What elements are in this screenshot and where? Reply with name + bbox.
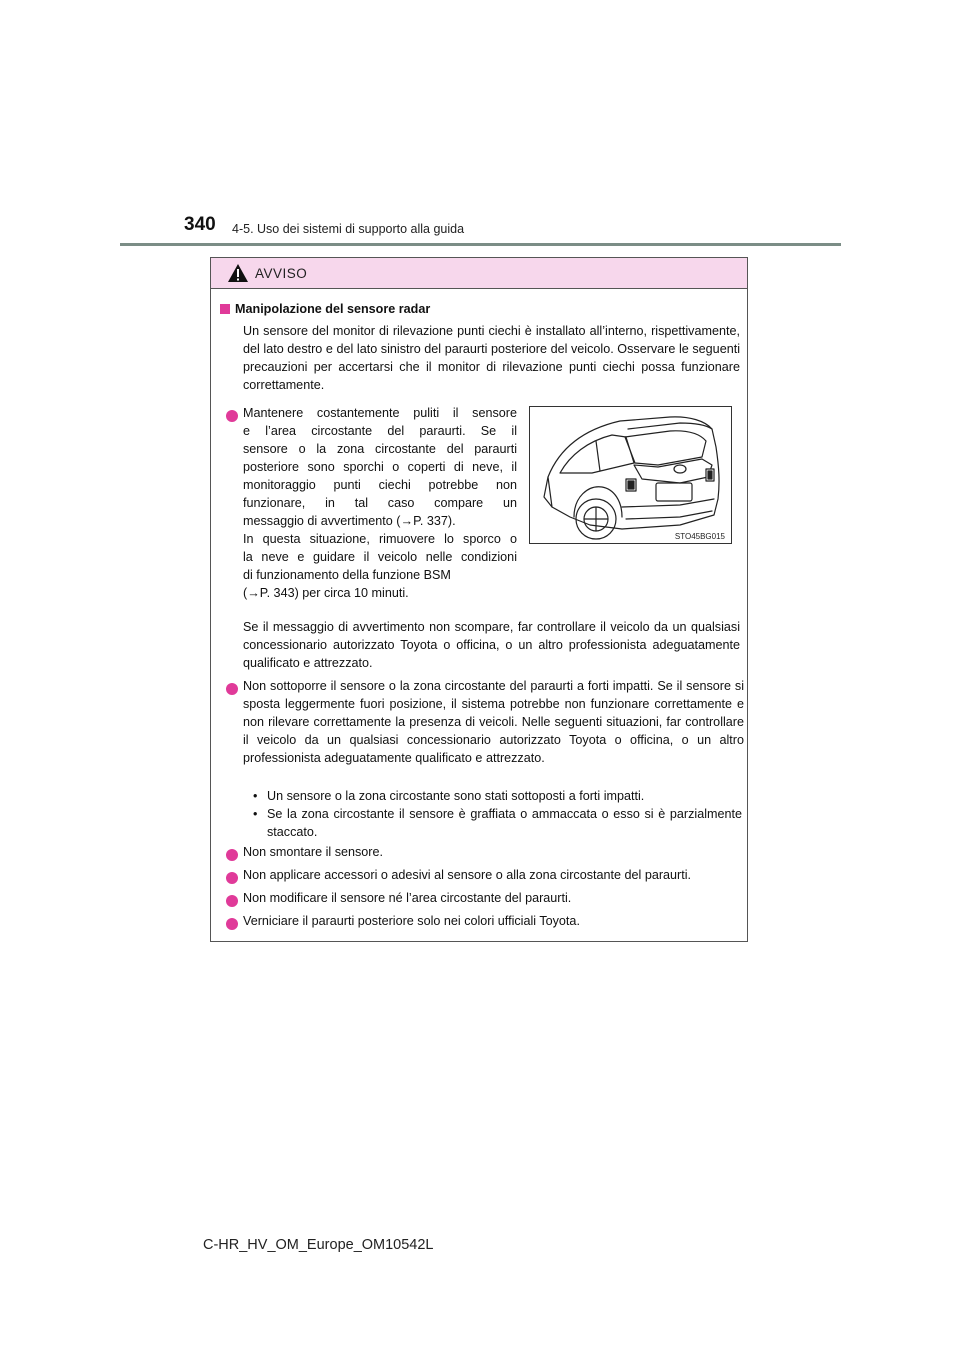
figure-code: STO45BG015 (674, 532, 725, 541)
bullet2-text: Non sottoporre il sensore o la zona circostante del paraurti a forti impatti. Se il sensore si sposta leggermente fuori posizione, il sistema potrebbe non funzionare correttamente e non rilevare correttamente la presenza di veicoli. Nelle seguenti situazioni, far controllare il veicolo da un qualsiasi concessionario autorizzato Toyota o officina, o un altro professionista adeguatamente qualificato e attrezzato. (243, 679, 744, 765)
warning-header (211, 258, 747, 289)
bullet6-text: Verniciare il paraurti posteriore solo nei colori ufficiali Toyota. (243, 914, 580, 928)
bullet1-line: monitoraggio punti ciechi potrebbe non (243, 478, 517, 492)
footer-code: C-HR_HV_OM_Europe_OM10542L (203, 1237, 434, 1253)
subheading-text: Manipolazione del sensore radar (235, 302, 431, 316)
bullet1-continuation: Se il messaggio di avvertimento non scompare, far controllare il veicolo da un qualsiasi concessionario autorizzato Toyota o officina, o un altro professionista adeguatamente qualificato e attrezzato. (243, 620, 740, 670)
bullet1-line: In questa situazione, rimuovere lo sporco o (243, 532, 517, 546)
car-rear-illustration (529, 406, 732, 544)
bullet1-line: e l’area circostante del paraurti. Se il (243, 424, 517, 438)
sub-bullet-dot: • (253, 789, 258, 803)
bullet-icon (226, 683, 238, 695)
bullet1-line: funzionare, in tal caso compare un (243, 496, 517, 510)
bullet-icon (226, 872, 238, 884)
sub-bullet-dot: • (253, 807, 258, 821)
bullet1-line: sensore o la zona circostante del paraurti (243, 442, 517, 456)
subheading (220, 300, 740, 318)
bullet-icon (226, 849, 238, 861)
bullet1-line: messaggio di avvertimento (→P. 337). (243, 514, 456, 528)
bullet1-lines (243, 404, 517, 602)
car-rear-drawing (530, 407, 731, 543)
bullet1-line: di funzionamento della funzione BSM (243, 568, 451, 582)
section-title: 4-5. Uso dei sistemi di supporto alla guida (232, 222, 465, 236)
page-number: 340 (184, 214, 216, 235)
bullet1-line: la neve e guidare il veicolo nelle condizioni (243, 550, 517, 564)
bullet4-text: Non applicare accessori o adesivi al sensore o alla zona circostante del paraurti. (243, 868, 692, 882)
bullet1-line: (→P. 343) per circa 10 minuti. (243, 586, 409, 600)
square-bullet-icon (220, 304, 230, 314)
bullet1-line: posteriore sono sporchi o coperti di neve, il (243, 460, 517, 474)
intro-paragraph: Un sensore del monitor di rilevazione punti ciechi è installato all’interno, rispettivamente, del lato destro e del lato sinistro del paraurti posteriore del veicolo. Osservare le seguenti precauzioni per accertarsi che il monitor di rilevazione punti ciechi possa funzionare correttamente. (243, 324, 740, 392)
bullet-icon (226, 895, 238, 907)
warning-triangle-icon (227, 263, 249, 283)
warning-box (210, 257, 748, 942)
bullet1-line: Mantenere costantemente puliti il sensore (243, 406, 517, 420)
bullet3-text: Non smontare il sensore. (243, 845, 383, 859)
bullet-icon (226, 410, 238, 422)
sub-item: Se la zona circostante il sensore è graffiata o ammaccata o esso si è parzialmente staccato. (267, 807, 742, 839)
header-rule (120, 243, 841, 246)
bullet-icon (226, 918, 238, 930)
sub-item: Un sensore o la zona circostante sono stati sottoposti a forti impatti. (267, 789, 645, 803)
warning-label: AVVISO (255, 265, 308, 281)
bullet5-text: Non modificare il sensore né l’area circostante del paraurti. (243, 891, 572, 905)
